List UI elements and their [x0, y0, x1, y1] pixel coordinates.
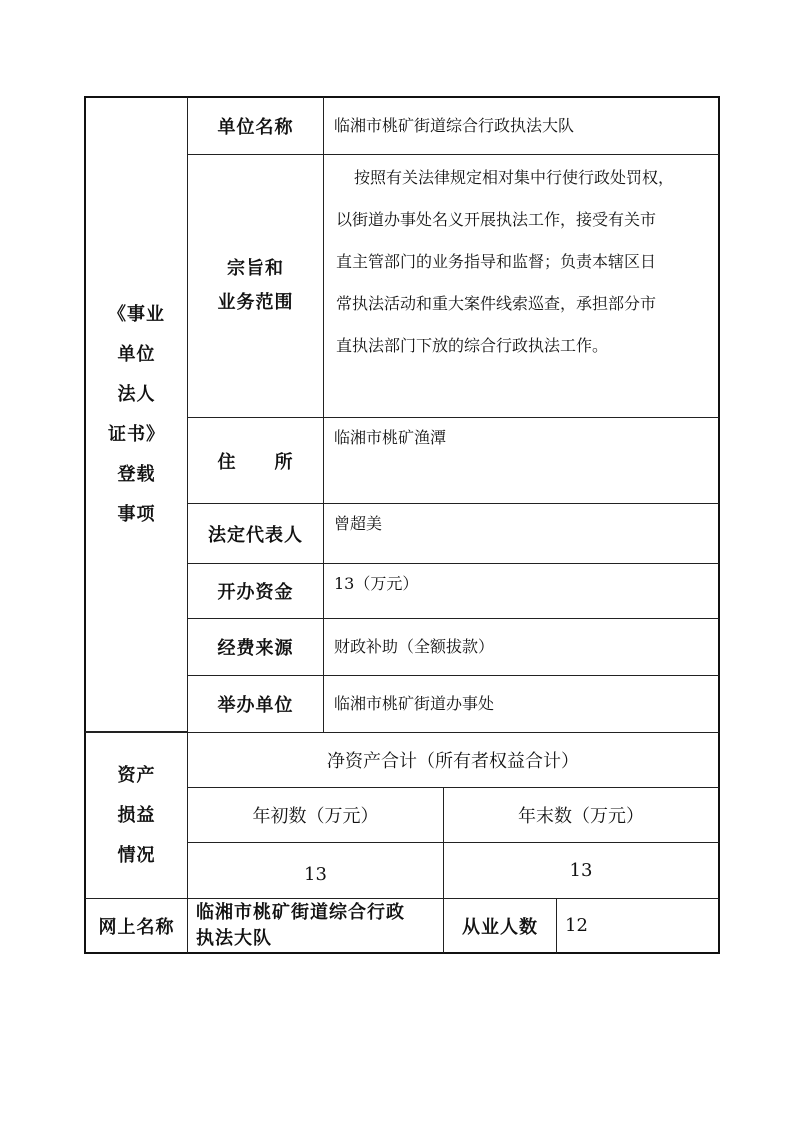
- heading-line: 《事业: [108, 303, 165, 325]
- capital-value-text: 13（万元）: [334, 574, 419, 593]
- net-assets-label: [187, 732, 720, 788]
- purpose-line: 以街道办事处名义开展执法工作，接受有关市: [336, 210, 657, 229]
- online-name-label-text: 网上名称: [98, 916, 175, 938]
- begin-year-value-text: 13: [304, 864, 327, 885]
- end-year-label: [443, 787, 720, 843]
- unit-name-label: [187, 96, 324, 155]
- begin-year-value: [187, 842, 444, 899]
- address-label-text: 住 所: [217, 451, 294, 473]
- funding-label-text: 经费来源: [217, 638, 294, 659]
- assets-heading-line: 损益: [117, 804, 156, 826]
- online-name-line: 执法大队: [196, 927, 272, 949]
- staff-count-value-text: 12: [565, 915, 588, 936]
- heading-line: 单位: [117, 343, 156, 365]
- registration-items-heading: [84, 96, 188, 732]
- capital-label-text: 开办资金: [217, 582, 294, 603]
- legal-rep-value-text: 曾超美: [334, 514, 383, 533]
- capital-label: [187, 563, 324, 619]
- heading-line: 法人: [117, 383, 156, 405]
- assets-heading: [84, 732, 188, 899]
- funding-label: [187, 618, 324, 676]
- purpose-scope-value: [323, 154, 720, 418]
- unit-name-label-text: 单位名称: [217, 117, 294, 138]
- assets-heading-line: 资产: [117, 764, 156, 786]
- end-year-label-text: 年末数（万元）: [518, 806, 644, 827]
- legal-rep-label-text: 法定代表人: [208, 524, 303, 546]
- end-year-value-text: 13: [569, 860, 593, 881]
- heading-line: 事项: [117, 503, 156, 525]
- purpose-line: 常执法活动和重大案件线索巡查，承担部分市: [336, 294, 657, 313]
- purpose-label-line: 宗旨和: [227, 258, 284, 279]
- purpose-line: 直执法部门下放的综合行政执法工作。: [336, 336, 609, 355]
- purpose-line: 直主管部门的业务指导和监督；负责本辖区日: [336, 252, 657, 271]
- funding-value-text: 财政补助（全额拔款）: [334, 637, 495, 656]
- online-name-value: [187, 898, 444, 954]
- purpose-scope-text: [324, 155, 718, 367]
- begin-year-label-text: 年初数（万元）: [252, 806, 379, 827]
- heading-line: 登载: [117, 463, 156, 485]
- end-year-value: [443, 842, 720, 899]
- unit-name-value: [323, 96, 720, 155]
- begin-year-label: [187, 787, 444, 843]
- capital-value: [323, 563, 720, 619]
- assets-heading-line: 情况: [117, 844, 156, 866]
- legal-rep-value: [323, 503, 720, 564]
- staff-count-label-text: 从业人数: [462, 916, 538, 938]
- purpose-line: 按照有关法律规定相对集中行使行政处罚权，: [354, 168, 675, 187]
- address-label: [187, 417, 324, 504]
- funding-value: [323, 618, 720, 676]
- purpose-label-line: 业务范围: [217, 292, 294, 313]
- address-value-text: 临湘市桃矿渔潭: [334, 428, 447, 447]
- net-assets-label-text: 净资产合计（所有者权益合计）: [327, 751, 579, 772]
- sponsor-label: [187, 675, 324, 733]
- online-name-line: 临湘市桃矿街道综合行政: [196, 901, 405, 923]
- legal-rep-label: [187, 503, 324, 564]
- sponsor-value-text: 临湘市桃矿街道办事处: [334, 694, 495, 713]
- registration-items-heading-lines: [108, 295, 165, 535]
- staff-count-label: [443, 898, 557, 954]
- heading-line: 证书》: [108, 423, 165, 445]
- sponsor-value: [323, 675, 720, 733]
- staff-count-value: [556, 898, 720, 954]
- sponsor-label-text: 举办单位: [217, 695, 294, 716]
- unit-name-value-text: 临湘市桃矿街道综合行政执法大队: [334, 116, 575, 135]
- online-name-label: [84, 898, 188, 954]
- purpose-scope-label: [187, 154, 324, 418]
- address-value: [323, 417, 720, 504]
